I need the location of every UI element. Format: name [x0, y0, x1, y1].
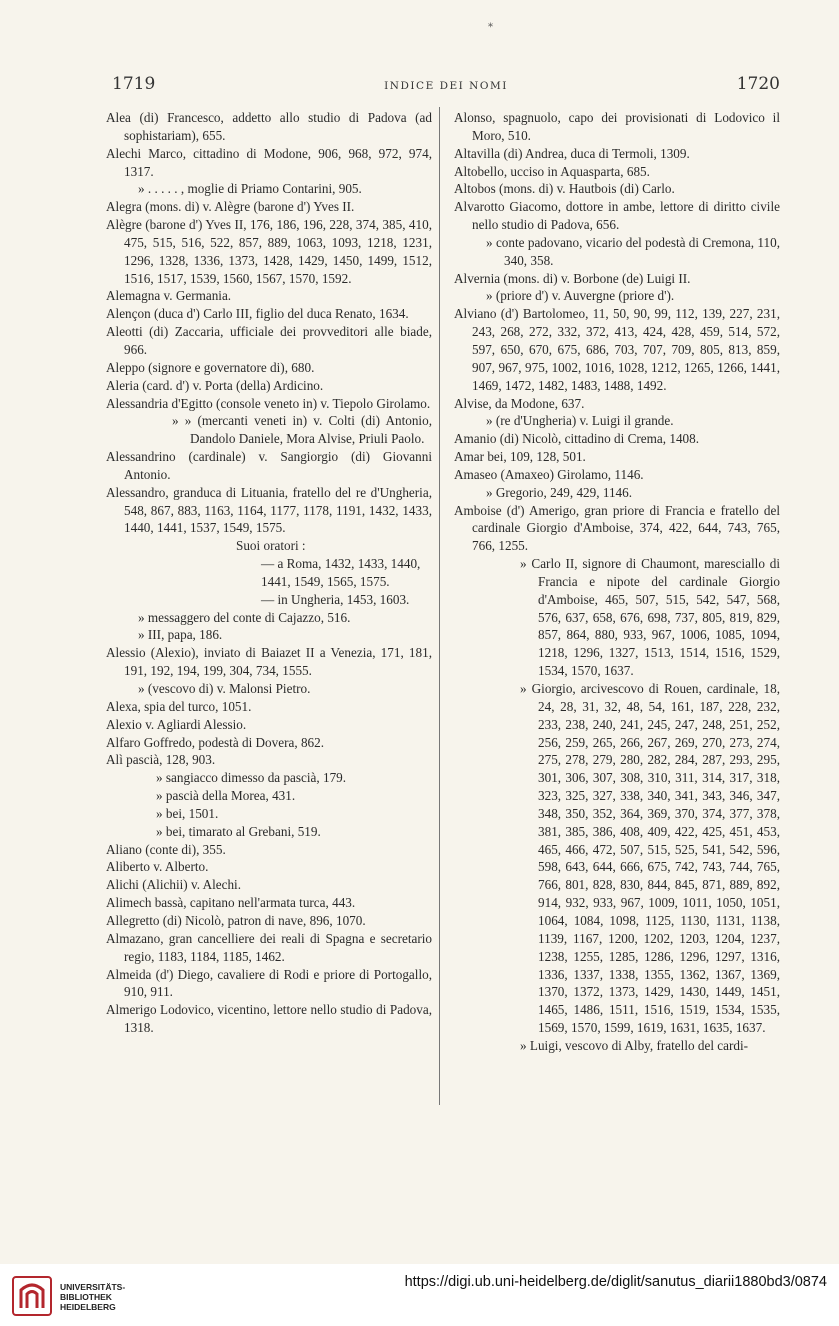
right-column	[454, 109, 780, 1055]
index-entry: Aleppo (signore e governatore di), 680.	[106, 359, 315, 375]
logo-line: HEIDELBERG	[60, 1302, 116, 1312]
index-entry: Alessandro, granduca di Lituania, fratello del re d'Ungheria, 548, 867, 883, 1163, 1164, 1177, 1178, 1191, 1432, 1433, 1440, 1441, 1537, 1549, 1575.	[106, 484, 432, 536]
index-entry: Alexio v. Agliardi Alessio.	[106, 716, 247, 732]
index-entry: Almerigo Lodovico, vicentino, lettore nello studio di Padova, 1318.	[106, 1002, 432, 1036]
index-entry: Aleria (card. d') v. Porta (della) Ardicino.	[106, 377, 324, 393]
index-entry: Alea (di) Francesco, addetto allo studio di Padova (ad sophistariam), 655.	[106, 110, 432, 143]
index-entry: » Carlo II, signore di Chaumont, maresciallo di Francia e nipote del cardinale Giorgio d'Amboise, 465, 507, 515, 542, 547, 568, 576, 637, 658, 676, 698, 737, 805, 819, 829, 857, 864, 880, 933, 967, 1006, 1085, 1094, 1218, 1296, 1327, 1513, 1514, 1516, 1529, 1534, 1570, 1637.	[520, 556, 780, 679]
index-entry: Altobos (mons. di) v. Hautbois (di) Carlo.	[454, 181, 675, 197]
index-entry: Alimech bassà, capitano nell'armata turca, 443.	[106, 895, 356, 911]
index-entry: » messaggero del conte di Cajazzo, 516.	[138, 609, 351, 625]
page-mark: *	[488, 22, 493, 33]
running-title: INDICE DEI NOMI	[384, 80, 508, 92]
index-entry: Aliano (conte di), 355.	[106, 841, 226, 857]
index-entry: Alessandrino (cardinale) v. Sangiorgio (di) Giovanni Antonio.	[106, 449, 432, 482]
index-entry: Amboise (d') Amerigo, gran priore di Francia e fratello del cardinale Giorgio d'Amboise, 374, 422, 644, 743, 765, 766, 1255.	[454, 502, 780, 554]
logo-text	[60, 1282, 125, 1312]
index-entry: » sangiacco dimesso da pascià, 179.	[156, 770, 347, 786]
index-entry: Altobello, ucciso in Aquasparta, 685.	[454, 163, 650, 179]
index-entry: » bei, 1501.	[156, 805, 219, 821]
index-entry: Alvarotto Giacomo, dottore in ambe, lettore di diritto civile nello studio di Padova, 656.	[454, 199, 780, 233]
index-entry: » . . . . . , moglie di Priamo Contarini, 905.	[138, 181, 362, 197]
index-entry: » (priore d') v. Auvergne (priore d').	[486, 288, 675, 304]
index-entry: Suoi oratori :	[236, 538, 306, 554]
left-column	[106, 109, 432, 1037]
permalink-url[interactable]: https://digi.ub.uni-heidelberg.de/diglit/sanutus_diarii1880bd3/0874	[404, 1274, 827, 1290]
index-entry: Alemagna v. Germania.	[106, 288, 232, 304]
logo-line: UNIVERSITÄTS-	[60, 1282, 126, 1292]
column-divider	[439, 107, 440, 1105]
index-entry: Alechi Marco, cittadino di Modone, 906, 968, 972, 974, 1317.	[106, 145, 432, 179]
index-entry: Alvise, da Modone, 637.	[454, 395, 585, 411]
index-entry: Alexa, spia del turco, 1051.	[106, 698, 252, 714]
page-number-left: 1719	[112, 74, 156, 94]
index-entry: Almeida (d') Diego, cavaliere di Rodi e priore di Portogallo, 910, 911.	[106, 966, 432, 1000]
index-entry: — a Roma, 1432, 1433, 1440, 1441, 1549, 1565, 1575.	[261, 556, 421, 589]
index-entry: Alègre (barone d') Yves II, 176, 186, 196, 228, 374, 385, 410, 475, 515, 516, 522, 857, 889, 1063, 1093, 1218, 1231, 1296, 1328, 1336, 1373, 1428, 1429, 1450, 1499, 1512, 1516, 1517, 1539, 1560, 1567, 1570, 1592.	[106, 217, 432, 286]
index-entry: » bei, timarato al Grebani, 519.	[156, 823, 321, 839]
index-entry: Alvernia (mons. di) v. Borbone (de) Luigi II.	[454, 270, 691, 286]
index-entry: » (re d'Ungheria) v. Luigi il grande.	[486, 413, 674, 429]
index-entry: Alviano (d') Bartolomeo, 11, 50, 90, 99, 112, 139, 227, 231, 243, 268, 272, 332, 372, 413, 424, 428, 459, 514, 572, 597, 650, 670, 675, 686, 703, 707, 709, 805, 813, 859, 907, 967, 975, 1002, 1016, 1028, 1212, 1265, 1266, 1441, 1469, 1472, 1482, 1483, 1488, 1492.	[454, 306, 780, 393]
index-entry: Alichi (Alichii) v. Alechi.	[106, 877, 242, 893]
index-entry: » pascià della Morea, 431.	[156, 788, 296, 804]
index-entry: Alegra (mons. di) v. Alègre (barone d') Yves II.	[106, 199, 355, 215]
index-entry: » Giorgio, arcivescovo di Rouen, cardinale, 18, 24, 28, 31, 32, 48, 54, 161, 187, 228, 232, 233, 238, 240, 241, 245, 247, 248, 251, 252, 256, 259, 265, 266, 267, 269, 270, 273, 274, 275, 278, 279, 280, 282, 284, 287, 293, 295, 301, 306, 307, 308, 310, 311, 314, 317, 318, 323, 325, 327, 338, 340, 341, 343, 346, 347, 348, 350, 352, 364, 369, 370, 374, 377, 378, 381, 385, 386, 408, 409, 422, 425, 451, 453, 465, 466, 472, 507, 515, 525, 541, 542, 596, 598, 643, 644, 666, 675, 742, 743, 744, 765, 766, 801, 828, 830, 844, 845, 871, 889, 892, 914, 932, 933, 967, 1009, 1011, 1050, 1051, 1064, 1084, 1098, 1125, 1130, 1131, 1138, 1139, 1167, 1200, 1202, 1203, 1204, 1237, 1238, 1255, 1285, 1286, 1296, 1297, 1316, 1336, 1337, 1338, 1355, 1362, 1367, 1369, 1370, 1372, 1373, 1429, 1430, 1449, 1451, 1465, 1486, 1511, 1516, 1519, 1534, 1535, 1569, 1570, 1599, 1619, 1631, 1635, 1637.	[520, 681, 780, 1036]
index-entry: Alì pascià, 128, 903.	[106, 752, 216, 768]
index-entry: Alfaro Goffredo, podestà di Dovera, 862.	[106, 734, 325, 750]
index-entry: Amanio (di) Nicolò, cittadino di Crema, 1408.	[454, 431, 700, 447]
logo-line: BIBLIOTHEK	[60, 1292, 112, 1302]
index-entry: Alençon (duca d') Carlo III, figlio del duca Renato, 1634.	[106, 306, 409, 322]
page-header	[112, 74, 780, 98]
index-entry: Aleotti (di) Zaccaria, ufficiale dei provveditori alle biade, 966.	[106, 324, 432, 357]
index-entry: Amar bei, 109, 128, 501.	[454, 449, 586, 465]
index-entry: » III, papa, 186.	[138, 627, 223, 643]
index-entry: » (vescovo di) v. Malonsi Pietro.	[138, 681, 311, 696]
index-entry: Altavilla (di) Andrea, duca di Termoli, 1309.	[454, 145, 690, 161]
index-entry: Alessio (Alexio), inviato di Baiazet II a Venezia, 171, 181, 191, 192, 194, 199, 304, 734, 1555.	[106, 645, 432, 679]
index-entry: — in Ungheria, 1453, 1603.	[261, 591, 410, 607]
index-entry: Almazano, gran cancelliere dei reali di Spagna e secretario regio, 1183, 1184, 1185, 1462.	[106, 930, 432, 964]
index-entry: Alessandria d'Egitto (console veneto in) v. Tiepolo Girolamo.	[106, 395, 431, 411]
university-library-logo	[12, 1276, 52, 1316]
index-entry: » conte padovano, vicario del podestà di Cremona, 110, 340, 358.	[486, 234, 780, 268]
index-entry: Aliberto v. Alberto.	[106, 859, 209, 875]
index-entry: » » (mercanti veneti in) v. Colti (di) Antonio, Dandolo Daniele, Mora Alvise, Priuli Paolo.	[172, 413, 432, 447]
viewer-footer	[0, 1264, 839, 1326]
index-entry: Amaseo (Amaxeo) Girolamo, 1146.	[454, 466, 644, 482]
index-entry: Alonso, spagnuolo, capo dei provisionati di Lodovico il Moro, 510.	[454, 110, 780, 143]
index-entry: Allegretto (di) Nicolò, patron di nave, 896, 1070.	[106, 912, 366, 928]
page-number-right: 1720	[736, 74, 780, 94]
index-entry: » Luigi, vescovo di Alby, fratello del cardi-	[520, 1037, 749, 1053]
index-entry: » Gregorio, 249, 429, 1146.	[486, 484, 633, 500]
